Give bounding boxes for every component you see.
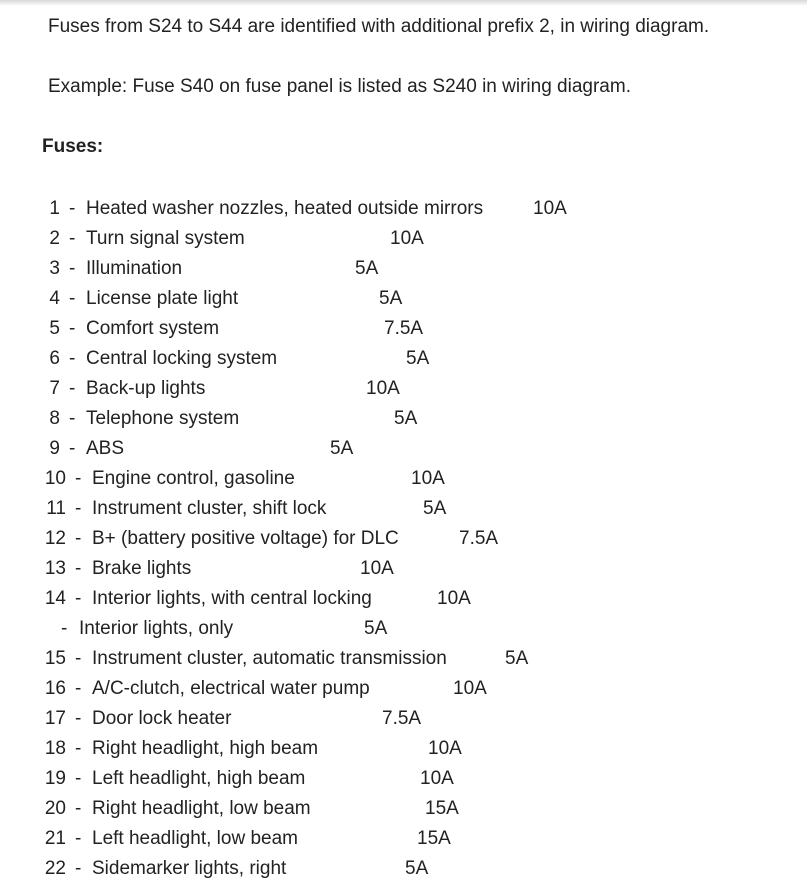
fuse-description: Left headlight, high beam bbox=[92, 768, 306, 789]
fuse-amperage: 5A bbox=[423, 498, 447, 519]
fuse-description: A/C-clutch, electrical water pump bbox=[92, 678, 370, 699]
fuse-description: Right headlight, high beam bbox=[92, 738, 319, 759]
fuse-row bbox=[0, 376, 807, 406]
fuse-row bbox=[0, 676, 807, 706]
fuse-number: 16 bbox=[44, 678, 66, 699]
fuse-list bbox=[0, 196, 807, 886]
fuse-separator: - bbox=[61, 618, 68, 639]
fuse-row bbox=[0, 556, 807, 586]
fuse-row bbox=[0, 436, 807, 466]
fuse-row bbox=[0, 856, 807, 886]
fuse-number: 9 bbox=[49, 438, 60, 459]
fuse-row bbox=[0, 706, 807, 736]
fuse-row bbox=[0, 316, 807, 346]
fuse-row bbox=[0, 256, 807, 286]
fuse-number: 14 bbox=[44, 588, 66, 609]
fuse-amperage: 5A bbox=[379, 288, 403, 309]
fuse-number: 2 bbox=[49, 228, 60, 249]
fuse-amperage: 5A bbox=[406, 348, 430, 369]
fuse-row bbox=[0, 286, 807, 316]
fuse-description: Brake lights bbox=[92, 558, 192, 579]
fuse-row bbox=[0, 766, 807, 796]
fuse-amperage: 5A bbox=[405, 858, 429, 879]
fuse-description: License plate light bbox=[86, 288, 239, 309]
fuse-number: 6 bbox=[49, 348, 60, 369]
fuse-description: B+ (battery positive voltage) for DLC bbox=[92, 528, 399, 549]
fuse-row bbox=[0, 586, 807, 616]
fuse-separator: - bbox=[75, 528, 82, 549]
fuse-amperage: 10A bbox=[366, 378, 400, 399]
fuse-amperage: 10A bbox=[453, 678, 487, 699]
fuse-description: Sidemarker lights, right bbox=[92, 858, 287, 879]
fuse-amperage: 5A bbox=[505, 648, 529, 669]
fuse-row bbox=[0, 496, 807, 526]
fuse-separator: - bbox=[75, 498, 82, 519]
intro-prefix-note: Fuses from S24 to S44 are identified with additional prefix 2, in wiring diagram. bbox=[48, 16, 710, 37]
fuse-row bbox=[0, 826, 807, 856]
fuse-separator: - bbox=[69, 378, 76, 399]
fuse-number: 7 bbox=[49, 378, 60, 399]
fuse-description: Back-up lights bbox=[86, 378, 206, 399]
fuse-number: 13 bbox=[44, 558, 66, 579]
fuse-number: 1 bbox=[49, 198, 60, 219]
fuse-amperage: 10A bbox=[420, 768, 454, 789]
fuse-row bbox=[0, 406, 807, 436]
fuse-amperage: 7.5A bbox=[384, 318, 424, 339]
fuse-separator: - bbox=[69, 198, 76, 219]
fuse-separator: - bbox=[75, 558, 82, 579]
fuse-separator: - bbox=[75, 708, 82, 729]
fuse-description: Illumination bbox=[86, 258, 183, 279]
fuse-row bbox=[0, 346, 807, 376]
fuse-number: 11 bbox=[46, 498, 66, 519]
fuse-row bbox=[0, 196, 807, 226]
fuse-separator: - bbox=[69, 408, 76, 429]
fuse-separator: - bbox=[75, 738, 82, 759]
fuse-amperage: 7.5A bbox=[382, 708, 422, 729]
fuse-separator: - bbox=[75, 798, 82, 819]
fuse-amperage: 5A bbox=[394, 408, 418, 429]
fuse-description: Engine control, gasoline bbox=[92, 468, 295, 489]
fuse-separator: - bbox=[69, 258, 76, 279]
fuse-amperage: 15A bbox=[425, 798, 459, 819]
fuse-description: Central locking system bbox=[86, 348, 278, 369]
fuse-description: Comfort system bbox=[86, 318, 220, 339]
intro-example-note: Example: Fuse S40 on fuse panel is listed as S240 in wiring diagram. bbox=[48, 76, 631, 97]
fuse-separator: - bbox=[69, 288, 76, 309]
fuse-separator: - bbox=[69, 438, 76, 459]
fuse-row bbox=[0, 796, 807, 826]
fuse-separator: - bbox=[75, 858, 82, 879]
fuse-row bbox=[0, 736, 807, 766]
fuse-separator: - bbox=[75, 648, 82, 669]
fuse-number: 4 bbox=[49, 288, 60, 309]
fuse-amperage: 10A bbox=[428, 738, 462, 759]
fuse-description: Interior lights, only bbox=[79, 618, 234, 639]
fuse-separator: - bbox=[69, 348, 76, 369]
fuse-amperage: 10A bbox=[390, 228, 424, 249]
fuses-heading: Fuses: bbox=[42, 136, 104, 157]
fuse-number: 5 bbox=[49, 318, 60, 339]
top-edge-shadow bbox=[0, 0, 807, 6]
fuse-separator: - bbox=[69, 318, 76, 339]
fuse-number: 19 bbox=[44, 768, 66, 789]
fuse-row bbox=[0, 616, 807, 646]
fuse-description: Left headlight, low beam bbox=[92, 828, 298, 849]
fuse-amperage: 5A bbox=[330, 438, 354, 459]
fuse-number: 18 bbox=[44, 738, 66, 759]
fuse-amperage: 10A bbox=[360, 558, 394, 579]
fuse-separator: - bbox=[69, 228, 76, 249]
fuse-number: 21 bbox=[44, 828, 66, 849]
fuse-description: Turn signal system bbox=[86, 228, 245, 249]
fuse-amperage: 15A bbox=[417, 828, 451, 849]
fuse-number: 15 bbox=[44, 648, 66, 669]
fuse-amperage: 5A bbox=[355, 258, 379, 279]
fuse-description: Instrument cluster, automatic transmission bbox=[92, 648, 447, 669]
fuse-separator: - bbox=[75, 678, 82, 699]
fuse-description: Right headlight, low beam bbox=[92, 798, 311, 819]
fuse-description: Interior lights, with central locking bbox=[92, 588, 372, 609]
fuse-row bbox=[0, 526, 807, 556]
fuse-description: Telephone system bbox=[86, 408, 240, 429]
fuse-description: Door lock heater bbox=[92, 708, 232, 729]
fuse-number: 17 bbox=[44, 708, 66, 729]
fuse-description: Instrument cluster, shift lock bbox=[92, 498, 327, 519]
fuse-number: 22 bbox=[44, 858, 66, 879]
fuse-separator: - bbox=[75, 588, 82, 609]
fuse-amperage: 5A bbox=[364, 618, 388, 639]
fuse-number: 10 bbox=[44, 468, 66, 489]
fuse-amperage: 10A bbox=[533, 198, 567, 219]
fuse-amperage: 10A bbox=[437, 588, 471, 609]
fuse-number: 12 bbox=[44, 528, 66, 549]
fuse-row bbox=[0, 226, 807, 256]
fuse-separator: - bbox=[75, 468, 82, 489]
fuse-row bbox=[0, 466, 807, 496]
fuse-description: Heated washer nozzles, heated outside mirrors bbox=[86, 198, 484, 219]
fuse-number: 20 bbox=[44, 798, 66, 819]
fuse-amperage: 10A bbox=[411, 468, 445, 489]
fuse-row bbox=[0, 646, 807, 676]
fuse-description: ABS bbox=[86, 438, 125, 459]
fuse-amperage: 7.5A bbox=[459, 528, 499, 549]
fuse-separator: - bbox=[75, 828, 82, 849]
fuse-number: 8 bbox=[49, 408, 60, 429]
fuse-separator: - bbox=[75, 768, 82, 789]
fuse-number: 3 bbox=[49, 258, 60, 279]
